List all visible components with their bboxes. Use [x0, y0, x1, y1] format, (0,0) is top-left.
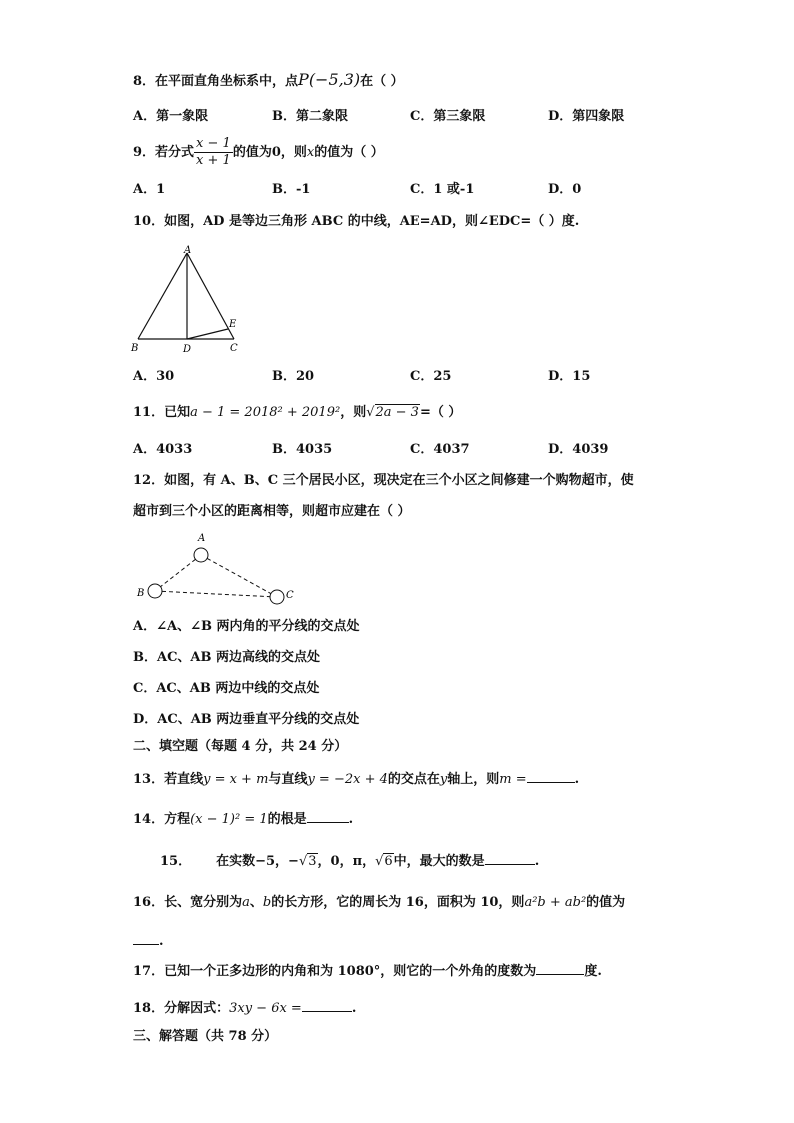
q11-mid: ，则: [340, 405, 367, 420]
q9-denominator: x + 1: [196, 153, 231, 168]
q12-label-b: B: [137, 588, 145, 599]
q18-head: 18．分解因式：: [133, 1001, 230, 1016]
q15-sqrt6: √6: [375, 854, 393, 869]
q11-option-d[interactable]: D．4039: [548, 442, 609, 457]
q16-sep: 、: [249, 895, 263, 910]
q15-text1: 在实数−5，: [216, 854, 289, 869]
q12-label-c: C: [286, 590, 294, 601]
q11-sqrt: √2a − 3: [366, 405, 419, 420]
q8-point: P(−5,3): [298, 70, 361, 89]
q16-answer-line: [133, 930, 164, 952]
q11-radicand: 2a − 3: [375, 405, 419, 420]
q13-eq2: y = −2x + 4: [307, 772, 388, 787]
q14-head: 14．方程: [133, 812, 191, 827]
q10-label-b: B: [131, 343, 139, 354]
q14-tail: 的根是: [267, 812, 307, 827]
q10-option-a[interactable]: A．30: [133, 369, 175, 384]
q17-answer-blank[interactable]: [536, 960, 584, 975]
q16-end: .: [159, 934, 164, 949]
q16-expression: a²b + ab²: [524, 895, 587, 910]
q16-head: 16．长、宽分别为: [133, 895, 243, 910]
question-10: 10．如图，AD 是等边三角形 ABC 的中线，AE=AD，则∠EDC=（ ）度.: [133, 214, 580, 229]
q16-tail: 的值为: [586, 895, 626, 910]
q18-end: .: [351, 1001, 357, 1016]
q8-option-b[interactable]: B．第二象限: [272, 109, 348, 124]
q16-a: a: [242, 895, 250, 910]
q15-sqrt3: √3: [298, 854, 317, 869]
q15-neg: −: [288, 854, 299, 869]
q17-tail: 度.: [584, 964, 602, 979]
q14-end: .: [348, 812, 354, 827]
question-12-line1: 12．如图，有 A、B、C 三个居民小区，现决定在三个小区之间修建一个购物超市，使: [133, 473, 634, 488]
question-13: [133, 768, 579, 790]
q13-mid1: 与直线: [268, 772, 308, 787]
question-12-line2: 超市到三个小区的距离相等，则超市应建在（ ）: [133, 504, 411, 519]
q11-option-a[interactable]: A．4033: [133, 442, 193, 457]
q15-text3: 中，最大的数是: [393, 854, 485, 869]
q16-answer-blank[interactable]: [133, 930, 159, 945]
q13-tail: .: [574, 772, 580, 787]
q12-community-a: [194, 548, 208, 562]
question-17: [133, 960, 602, 982]
q12-option-a[interactable]: A．∠A、∠B 两内角的平分线的交点处: [133, 619, 360, 634]
q10-triangle-figure: [130, 245, 245, 355]
q13-eq1: y = x + m: [203, 772, 269, 787]
q8-option-c[interactable]: C．第三象限: [410, 109, 486, 124]
q9-option-c[interactable]: C．1 或-1: [410, 182, 475, 197]
q10-label-e: E: [229, 319, 237, 330]
q10-option-b[interactable]: B．20: [272, 369, 315, 384]
q12-dash-bc: [155, 591, 277, 597]
q13-head: 13．若直线: [133, 772, 204, 787]
q10-side-ab: [138, 253, 187, 339]
q12-option-d[interactable]: D．AC、AB 两边垂直平分线的交点处: [133, 712, 360, 727]
q13-mid2: 的交点在: [387, 772, 440, 787]
question-8: [133, 70, 404, 92]
q10-label-a: A: [184, 245, 192, 256]
q9-option-a[interactable]: A．1: [133, 182, 166, 197]
section-2-heading: 二、填空题（每题 4 分，共 24 分）: [133, 739, 348, 754]
q9-head: 9．若分式: [133, 145, 195, 160]
q13-answer-blank[interactable]: [527, 768, 575, 783]
q11-option-b[interactable]: B．4035: [272, 442, 333, 457]
q12-dash-ab: [155, 555, 201, 591]
q8-tail: 在（ ）: [360, 74, 404, 89]
q15-answer-blank[interactable]: [485, 850, 535, 865]
q11-option-c[interactable]: C．4037: [410, 442, 470, 457]
q14-equation: (x − 1)² = 1: [190, 812, 268, 827]
q11-tail: =（ ）: [419, 405, 462, 420]
q8-text: 8．在平面直角坐标系中，点: [133, 74, 299, 89]
q15-text2: ，0，π，: [317, 854, 376, 869]
q12-label-a: A: [198, 533, 206, 544]
q10-label-c: C: [230, 343, 238, 354]
q15-end: .: [534, 854, 540, 869]
q12-community-b: [148, 584, 162, 598]
q15-radicand-6: 6: [384, 854, 393, 869]
q8-option-d[interactable]: D．第四象限: [548, 109, 625, 124]
q9-option-b[interactable]: B．-1: [272, 182, 311, 197]
q18-expression: 3xy − 6x =: [229, 1001, 302, 1016]
q9-var: x: [306, 145, 315, 160]
q12-option-b[interactable]: B．AC、AB 两边高线的交点处: [133, 650, 321, 665]
q12-option-c[interactable]: C．AC、AB 两边中线的交点处: [133, 681, 320, 696]
q17-text: 17．已知一个正多边形的内角和为 1080°，则它的一个外角的度数为: [133, 964, 537, 979]
question-11: [133, 403, 461, 423]
q12-community-c: [270, 590, 284, 604]
q15-number: 15．: [160, 854, 192, 869]
q13-mid3: 轴上，则: [447, 772, 500, 787]
q10-segment-de: [187, 329, 228, 339]
q18-answer-blank[interactable]: [302, 997, 352, 1012]
q10-side-ac: [187, 253, 234, 339]
q10-option-c[interactable]: C．25: [410, 369, 452, 384]
q9-option-d[interactable]: D．0: [548, 182, 582, 197]
q9-mid: 的值为0，则: [232, 145, 307, 160]
q9-fraction: [194, 136, 233, 169]
q15-radicand-3: 3: [308, 854, 317, 869]
question-9: [133, 136, 384, 170]
q13-answer-var: m =: [499, 772, 527, 787]
q16-b: b: [262, 895, 272, 910]
q13-axis: y: [439, 772, 448, 787]
q10-option-d[interactable]: D．15: [548, 369, 591, 384]
section-3-heading: 三、解答题（共 78 分）: [133, 1029, 278, 1044]
q11-equation: a − 1 = 2018² + 2019²: [190, 405, 341, 420]
question-14: [133, 808, 353, 830]
q12-dash-ac: [201, 555, 277, 597]
q11-head: 11．已知: [133, 405, 191, 420]
q16-mid: 的长方形，它的周长为 16，面积为 10，则: [271, 895, 525, 910]
question-16: [133, 893, 625, 913]
question-15: [160, 850, 539, 872]
q8-option-a[interactable]: A．第一象限: [133, 109, 209, 124]
q9-tail: 的值为（ ）: [314, 145, 384, 160]
q9-numerator: x − 1: [196, 136, 231, 151]
q10-label-d: D: [183, 344, 192, 355]
q12-residential-figure: [135, 530, 305, 610]
q14-answer-blank[interactable]: [307, 808, 349, 823]
question-18: [133, 997, 356, 1019]
